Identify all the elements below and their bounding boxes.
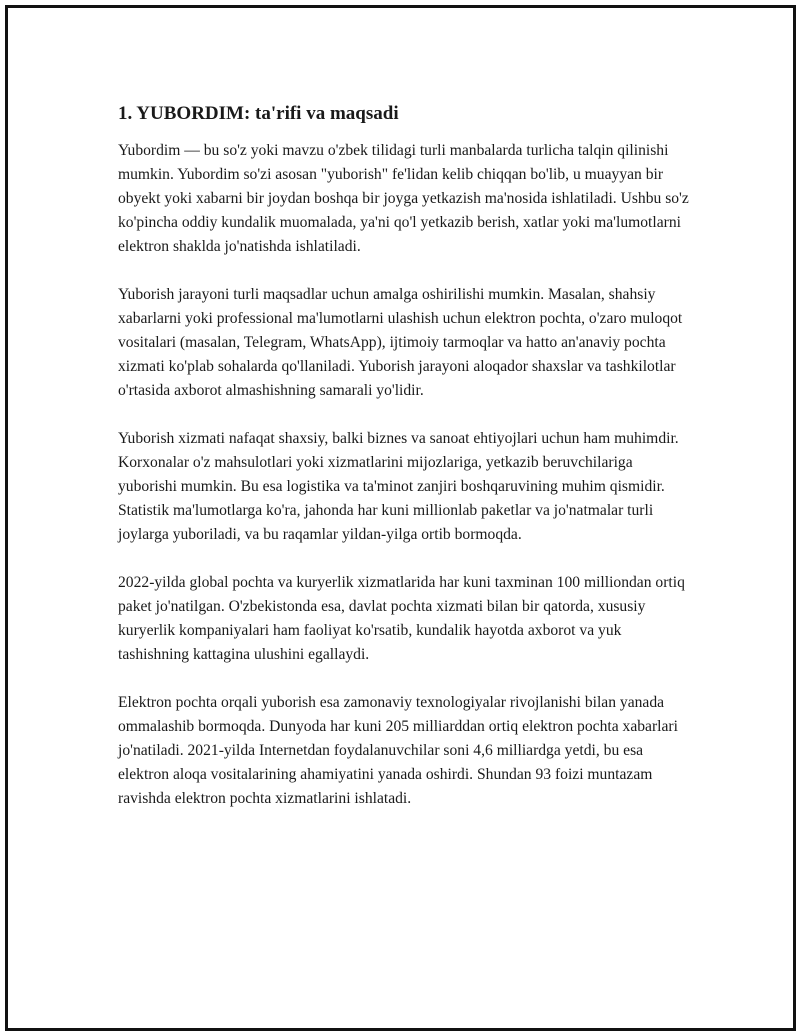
paragraph-5: Elektron pochta orqali yuborish esa zamonaviy texnologiyalar rivojlanishi bilan yanada ommalashib bormoqda. Dunyoda har kuni 205 milliarddan ortiq elektron pochta xabarlari jo'natiladi. 2021-yilda Internetdan foydalanuvchilar soni 4,6 milliardga yetdi, bu esa elektron aloqa vositalarining ahamiyatini yanada oshirdi. Shundan 93 foizi muntazam ravishda elektron pochta xizmatlarini ishlatadi. (118, 694, 678, 807)
paragraph-1: Yubordim — bu so'z yoki mavzu o'zbek tilidagi turli manbalarda turlicha talqin qilinishi mumkin. Yubordim so'zi asosan "yuborish" fe'lidan kelib chiqqan bo'lib, u muayyan bir obyekt yoki xabarni bir joydan boshqa bir joyga yetkazish ma'nosida ishlatiladi. Ushbu so'z ko'pincha oddiy kundalik muomalada, ya'ni qo'l yetkazib berish, xatlar yoki ma'lumotlarni elektron shaklda jo'natishda ishlatiladi. (118, 142, 689, 255)
section-heading: 1. YUBORDIM: ta'rifi va maqsadi (118, 103, 399, 124)
paragraph-3: Yuborish xizmati nafaqat shaxsiy, balki biznes va sanoat ehtiyojlari uchun ham muhimdir. Korxonalar o'z mahsulotlari yoki xizmatlarini mijozlariga, yetkazib beruvchilariga yuborishi mumkin. Bu esa logistika va ta'minot zanjiri boshqaruvining muhim qismidir. Statistik ma'lumotlarga ko'ra, jahonda har kuni millionlab paketlar va jo'natmalar turli joylarga yuboriladi, va bu raqamlar yildan-yilga ortib bormoqda. (118, 430, 679, 543)
document-content (118, 100, 693, 835)
paragraph-2: Yuborish jarayoni turli maqsadlar uchun amalga oshirilishi mumkin. Masalan, shahsiy xabarlarni yoki professional ma'lumotlarni ulashish uchun elektron pochta, o'zaro muloqot vositalari (masalan, Telegram, WhatsApp), ijtimoiy tarmoqlar va hatto an'anaviy pochta xizmati ko'plab sohalarda qo'llaniladi. Yuborish jarayoni aloqador shaxslar va tashkilotlar o'rtasida axborot almashishning samarali yo'lidir. (118, 286, 683, 399)
page-frame (5, 5, 796, 1031)
paragraph-4: 2022-yilda global pochta va kuryerlik xizmatlarida har kuni taxminan 100 milliondan ortiq paket jo'natilgan. O'zbekistonda esa, davlat pochta xizmati bilan bir qatorda, xususiy kuryerlik kompaniyalari ham faoliyat ko'rsatib, kundalik hayotda axborot va yuk tashishning kattagina ulushini egallaydi. (118, 574, 685, 663)
